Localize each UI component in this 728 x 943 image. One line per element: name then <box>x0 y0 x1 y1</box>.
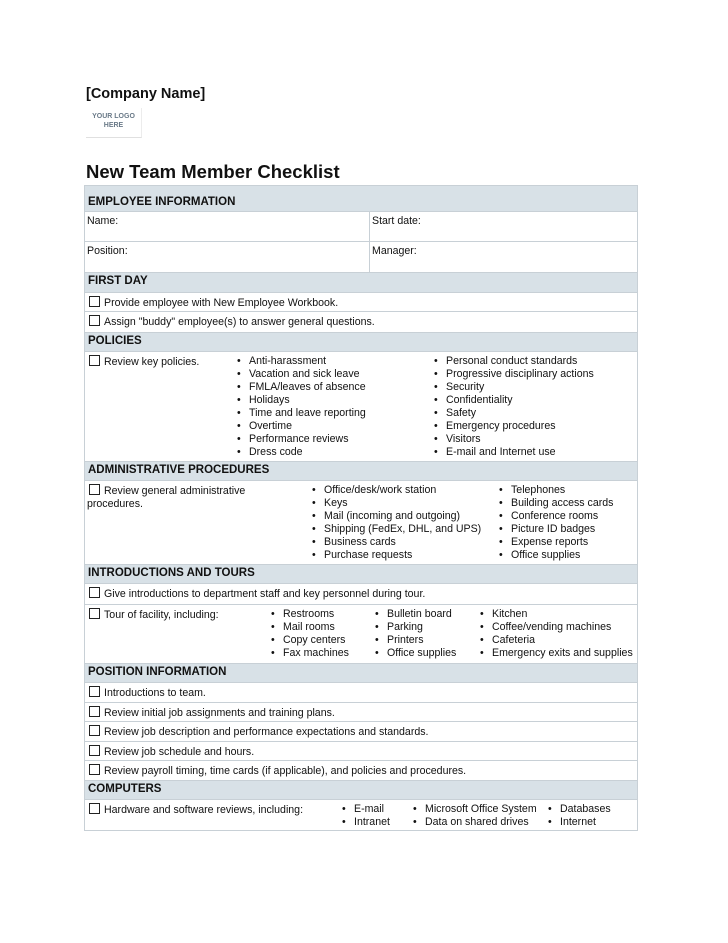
bullet-item: • Safety <box>431 407 635 420</box>
checkbox[interactable] <box>89 315 100 326</box>
bullet-item: • Business cards <box>309 536 496 549</box>
bullet-item: • Bulletin board <box>372 608 477 621</box>
bullet-item: • Kitchen <box>477 608 635 621</box>
tour-label: Tour of facility, including: <box>104 609 219 621</box>
item-label: Review job schedule and hours. <box>104 746 255 758</box>
admin-list-2 <box>496 484 635 562</box>
name-label[interactable]: Name: <box>85 212 370 242</box>
checklist-item <box>85 722 638 742</box>
item-label: Review initial job assignments and training plans. <box>104 707 335 719</box>
bullet-item: • Mail rooms <box>268 621 372 634</box>
tour-list-1 <box>268 608 372 660</box>
bullet-item: • FMLA/leaves of absence <box>234 381 431 394</box>
computers-list-2 <box>410 803 545 829</box>
bullet-item: • Office/desk/work station <box>309 484 496 497</box>
bullet-item: • Building access cards <box>496 497 635 510</box>
checkbox[interactable] <box>89 745 100 756</box>
bullet-item: • Copy centers <box>268 634 372 647</box>
bullet-item: • Mail (incoming and outgoing) <box>309 510 496 523</box>
checkbox[interactable] <box>89 484 100 495</box>
logo-placeholder <box>86 108 142 138</box>
bullet-item: • Anti-harassment <box>234 355 431 368</box>
bullet-item: • Security <box>431 381 635 394</box>
section-employee-information: EMPLOYEE INFORMATION <box>85 186 638 212</box>
bullet-item: • Time and leave reporting <box>234 407 431 420</box>
bullet-item: • Shipping (FedEx, DHL, and UPS) <box>309 523 496 536</box>
admin-label-line1: Review general administrative <box>104 485 246 497</box>
policies-row <box>85 352 638 462</box>
checkbox[interactable] <box>89 725 100 736</box>
bullet-item: • Keys <box>309 497 496 510</box>
bullet-item: • Personal conduct standards <box>431 355 635 368</box>
bullet-item: • Conference rooms <box>496 510 635 523</box>
checklist-item <box>85 293 638 312</box>
checkbox[interactable] <box>89 706 100 717</box>
bullet-item: • Emergency procedures <box>431 420 635 433</box>
bullet-item: • Parking <box>372 621 477 634</box>
bullet-item: • Holidays <box>234 394 431 407</box>
bullet-item: • Microsoft Office System <box>410 803 545 816</box>
bullet-item: • Performance reviews <box>234 433 431 446</box>
checkbox[interactable] <box>89 296 100 307</box>
bullet-item: • Databases <box>545 803 635 816</box>
policies-list-2 <box>431 355 635 459</box>
section-computers: COMPUTERS <box>85 781 638 800</box>
manager-label[interactable]: Manager: <box>370 242 638 273</box>
bullet-item: • Office supplies <box>372 647 477 660</box>
tour-row <box>85 605 638 664</box>
checklist-item <box>85 761 638 781</box>
logo-line1: YOUR LOGO <box>92 113 135 120</box>
item-label: Review job description and performance expectations and standards. <box>104 726 429 738</box>
position-label[interactable]: Position: <box>85 242 370 273</box>
checkbox[interactable] <box>89 587 100 598</box>
tour-list-3 <box>477 608 635 660</box>
item-label: Give introductions to department staff and key personnel during tour. <box>104 588 426 600</box>
checklist-item <box>85 584 638 605</box>
section-introductions-and-tours: INTRODUCTIONS AND TOURS <box>85 565 638 584</box>
section-first-day: FIRST DAY <box>85 273 638 293</box>
admin-list-1 <box>309 484 496 562</box>
item-label: Introductions to team. <box>104 687 206 699</box>
checklist-item <box>85 312 638 333</box>
checkbox[interactable] <box>89 355 100 366</box>
policies-list-1 <box>234 355 431 459</box>
section-policies: POLICIES <box>85 333 638 352</box>
bullet-item: • Confidentiality <box>431 394 635 407</box>
checklist-item <box>85 742 638 761</box>
checklist-item <box>85 683 638 703</box>
page-title: New Team Member Checklist <box>86 161 340 182</box>
tour-list-2 <box>372 608 477 660</box>
admin-row <box>85 481 638 565</box>
item-label: Provide employee with New Employee Workbook. <box>104 297 339 309</box>
company-name: [Company Name] <box>86 86 206 102</box>
bullet-item: • Dress code <box>234 446 431 459</box>
computers-row <box>85 800 638 831</box>
admin-label-line2: procedures. <box>87 498 143 510</box>
bullet-item: • Purchase requests <box>309 549 496 562</box>
logo-line2: HERE <box>103 122 124 129</box>
bullet-item: • Expense reports <box>496 536 635 549</box>
bullet-item: • Emergency exits and supplies <box>477 647 635 660</box>
start-date-label[interactable]: Start date: <box>370 212 638 242</box>
bullet-item: • Intranet <box>339 816 410 829</box>
checkbox[interactable] <box>89 608 100 619</box>
section-administrative-procedures: ADMINISTRATIVE PROCEDURES <box>85 462 638 481</box>
bullet-item: • Printers <box>372 634 477 647</box>
item-label: Assign "buddy" employee(s) to answer general questions. <box>104 316 375 328</box>
bullet-item: • Fax machines <box>268 647 372 660</box>
computers-label: Hardware and software reviews, including: <box>104 804 304 816</box>
computers-list-1 <box>339 803 410 829</box>
computers-list-3 <box>545 803 635 829</box>
bullet-item: • Overtime <box>234 420 431 433</box>
bullet-item: • Telephones <box>496 484 635 497</box>
bullet-item: • Visitors <box>431 433 635 446</box>
bullet-item: • Office supplies <box>496 549 635 562</box>
checkbox[interactable] <box>89 686 100 697</box>
checklist-table <box>84 185 638 831</box>
policies-label: Review key policies. <box>104 356 200 368</box>
bullet-item: • Vacation and sick leave <box>234 368 431 381</box>
bullet-item: • Picture ID badges <box>496 523 635 536</box>
bullet-item: • Cafeteria <box>477 634 635 647</box>
checkbox[interactable] <box>89 764 100 775</box>
item-label: Review payroll timing, time cards (if applicable), and policies and procedures. <box>104 765 467 777</box>
bullet-item: • Internet <box>545 816 635 829</box>
bullet-item: • Restrooms <box>268 608 372 621</box>
bullet-item: • E-mail and Internet use <box>431 446 635 459</box>
section-position-information: POSITION INFORMATION <box>85 664 638 683</box>
checklist-item <box>85 703 638 722</box>
bullet-item: • Data on shared drives <box>410 816 545 829</box>
checkbox[interactable] <box>89 803 100 814</box>
bullet-item: • E-mail <box>339 803 410 816</box>
bullet-item: • Progressive disciplinary actions <box>431 368 635 381</box>
bullet-item: • Coffee/vending machines <box>477 621 635 634</box>
